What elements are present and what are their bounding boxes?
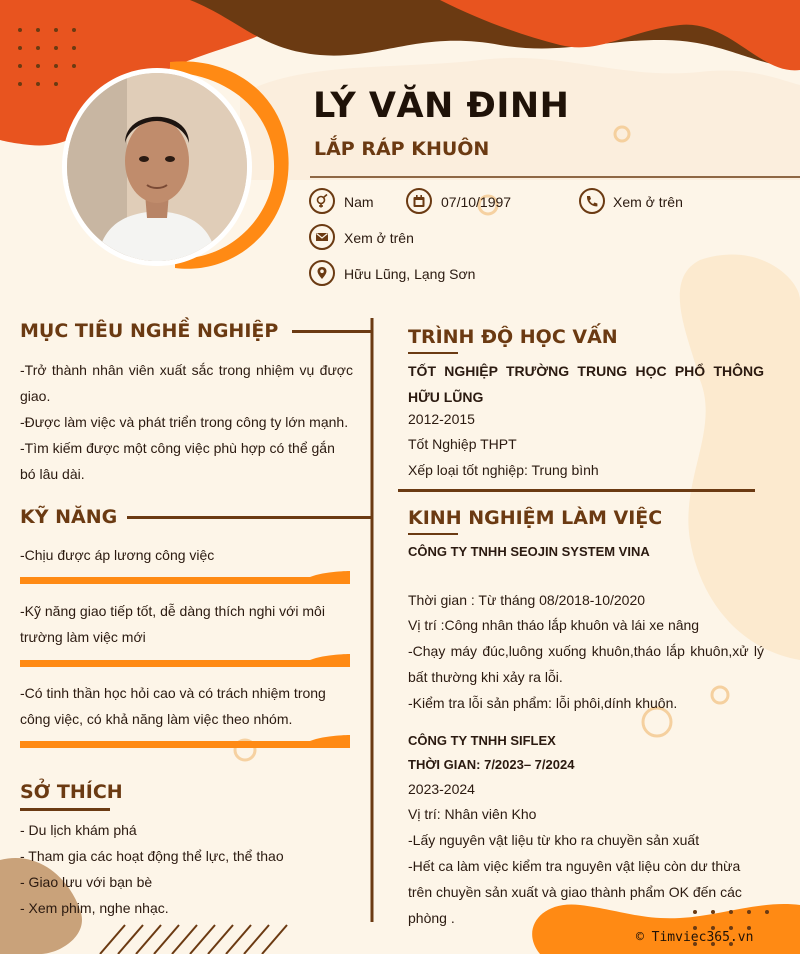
skills-title: KỸ NĂNG <box>20 506 118 528</box>
education-title: TRÌNH ĐỘ HỌC VẤN <box>408 326 618 348</box>
education-divider <box>398 489 755 492</box>
experience-title-underline <box>408 533 458 535</box>
objective-line-1: -Trở thành nhân viên xuất sắc trong nhiệm vụ được giao. <box>20 362 353 404</box>
gender-value: Nam <box>344 194 374 210</box>
calendar-icon <box>406 188 432 214</box>
skill-text-3: -Có tinh thần học hỏi cao và có trách nhiệm trong công việc, có khả năng làm việc theo nhóm. <box>20 685 326 727</box>
job-2-company: CÔNG TY TNHH SIFLEX <box>408 733 556 748</box>
hobbies-title: SỞ THÍCH <box>20 781 123 803</box>
job-2-time-label: THỜI GIAN: 7/2023– 7/2024 <box>408 757 575 772</box>
job-1-task-1: -Chạy máy đúc,luông xuống khuôn,tháo lắp khuôn,xử lý bất thường khi xảy ra lỗi. <box>408 643 764 685</box>
phone-icon <box>579 188 605 214</box>
location-pin-icon <box>309 260 335 286</box>
education-years: 2012-2015 <box>408 411 475 427</box>
education-degree: Tốt Nghiệp THPT <box>408 436 517 452</box>
skill-bar-1 <box>20 571 350 584</box>
job-1-time: Thời gian : Từ tháng 08/2018-10/2020 <box>408 592 646 608</box>
experience-title: KINH NGHIỆM LÀM VIỆC <box>408 507 663 529</box>
email-value: Xem ở trên <box>344 230 414 246</box>
job-title: LẮP RÁP KHUÔN <box>314 138 490 160</box>
skill-bar-2 <box>20 654 350 667</box>
skill-text-1: -Chịu được áp lương công việc <box>20 547 215 563</box>
objective-title-rule <box>292 330 372 333</box>
birthdate-value: 07/10/1997 <box>441 194 512 210</box>
skill-bar-3 <box>20 735 350 748</box>
job-2-task-1: -Lấy nguyên vật liệu từ kho ra chuyền sản xuất <box>408 832 700 848</box>
gender-icon <box>309 188 335 214</box>
candidate-name: LÝ VĂN ĐINH <box>313 86 570 126</box>
hobby-item-4: - Xem phim, nghe nhạc. <box>20 900 169 916</box>
education-school: TỐT NGHIỆP TRƯỜNG TRUNG HỌC PHỔ THÔNG HỮU LŨNG <box>408 363 764 405</box>
objective-title: MỤC TIÊU NGHỀ NGHIỆP <box>20 320 279 342</box>
job-2-task-2: -Hết ca làm việc kiểm tra nguyên vật liệu còn dư thừa trên chuyền sản xuất và giao thành phẩm OK đến các phòng . <box>408 858 742 926</box>
hobbies-title-rule <box>20 808 110 811</box>
hobby-item-3: - Giao lưu với bạn bè <box>20 874 153 890</box>
profile-photo-frame <box>62 68 252 266</box>
education-title-underline <box>408 352 458 354</box>
email-icon <box>309 224 335 250</box>
job-1-company: CÔNG TY TNHH SEOJIN SYSTEM VINA <box>408 544 650 559</box>
avatar <box>67 73 247 261</box>
education-grade: Xếp loại tốt nghiệp: Trung bình <box>408 462 599 478</box>
watermark: © Timviec365.vn <box>636 930 754 945</box>
job-1-task-2: -Kiểm tra lỗi sản phẩm: lỗi phôi,dính khuôn. <box>408 695 678 711</box>
job-1-role: Vị trí :Công nhân tháo lắp khuôn và lái xe nâng <box>408 617 700 633</box>
address-value: Hữu Lũng, Lạng Sơn <box>344 266 476 282</box>
hobby-item-1: - Du lịch khám phá <box>20 822 137 838</box>
hobby-item-2: - Tham gia các hoạt động thể lực, thể thao <box>20 848 284 864</box>
job-2-years: 2023-2024 <box>408 781 475 797</box>
skill-text-2: -Kỹ năng giao tiếp tốt, dễ dàng thích nghi với môi trường làm việc mới <box>20 603 325 645</box>
job-2-role: Vị trí: Nhân viên Kho <box>408 806 537 822</box>
objective-line-3: -Tìm kiếm được một công việc phù hợp có thể gắn bó lâu dài. <box>20 440 335 482</box>
objective-line-2: -Được làm việc và phát triển trong công ty lớn mạnh. <box>20 414 349 430</box>
skills-title-rule <box>127 516 372 519</box>
phone-value: Xem ở trên <box>613 194 683 210</box>
